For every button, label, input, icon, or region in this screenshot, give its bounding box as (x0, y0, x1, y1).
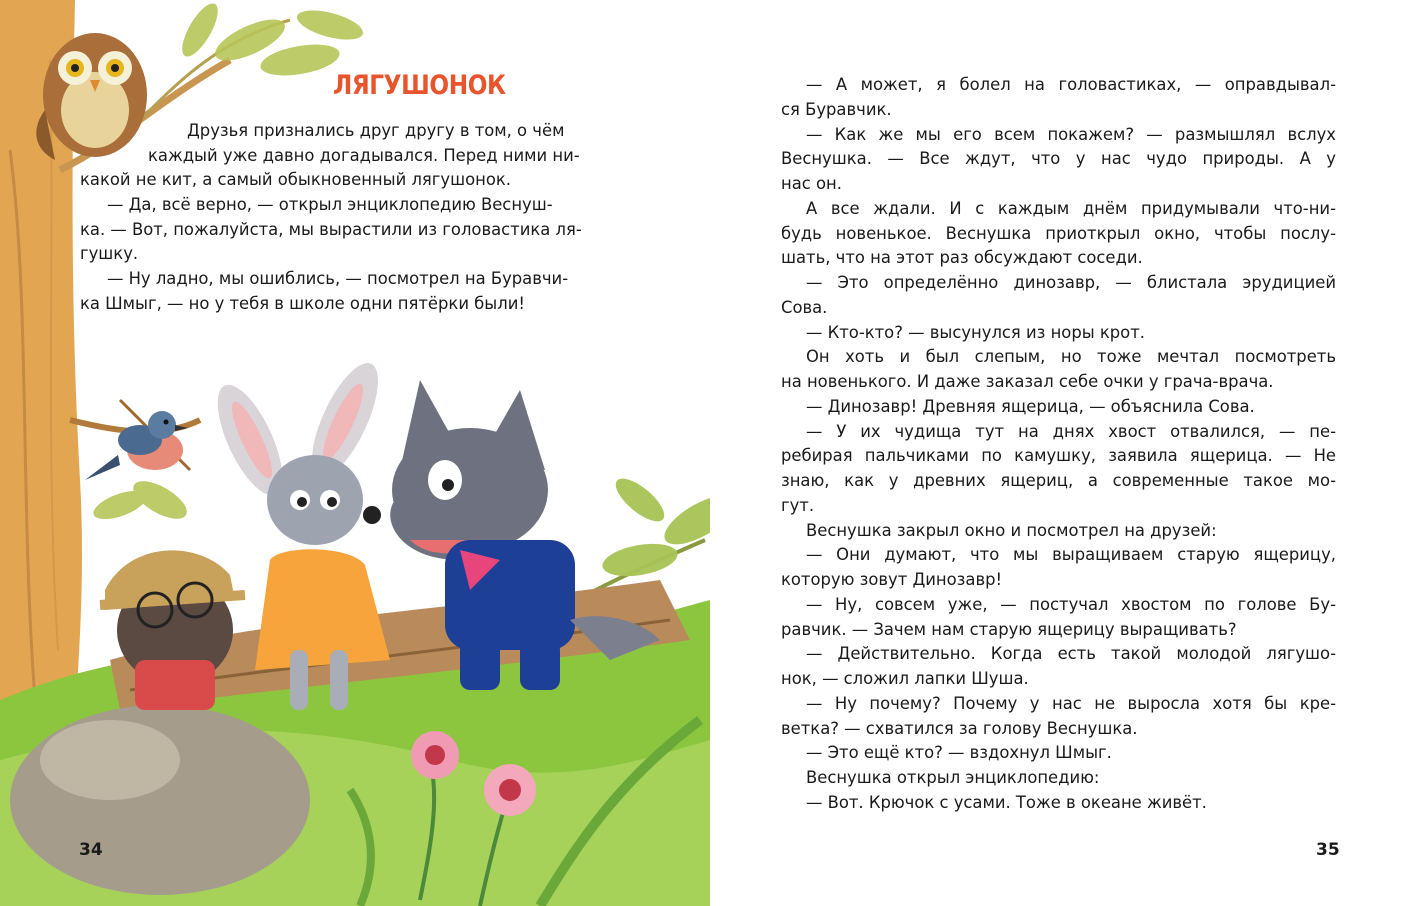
text-line: — Они думают, что мы выращиваем старую ящерицу, (806, 545, 1336, 565)
text-line: знаю, как у древних ящериц, а современные такое мо- (781, 471, 1336, 490)
text-line: — Да, всё верно, — открыл энциклопедию Веснуш- (107, 195, 553, 214)
text-line: ребирая пальчиками по камушку, заявила ящерица. — Не (781, 446, 1336, 466)
text-line: — А может, я болел на головастиках, — оправдывал- (806, 75, 1336, 94)
text-line: какой не кит, а самый обыкновенный лягушонок. (80, 170, 511, 189)
bird-figure (85, 411, 188, 480)
text-line: А все ждали. И с каждым днём придумывали что-ни- (806, 198, 1336, 218)
page-number-right: 35 (1316, 840, 1340, 860)
text-line: будь новенькое. Веснушка приоткрыл окно, чтобы послу- (781, 223, 1336, 243)
text-line: — Кто-кто? — высунулся из норы крот. (806, 322, 1145, 342)
text-line: ка Шмыг, — но у тебя в школе одни пятёрки были! (80, 294, 525, 313)
text-line: — Это ещё кто? — вздохнул Шмыг. (806, 743, 1112, 763)
text-line: шать, что на этот раз обсуждают соседи. (781, 248, 1143, 268)
text-line: на новенького. И даже заказал себе очки у грача-врача. (781, 372, 1274, 391)
page-number-left: 34 (79, 840, 103, 860)
text-line: нок, — сложил лапки Шуша. (781, 669, 1029, 688)
text-line: — Ну ладно, мы ошиблись, — посмотрел на Буравчи- (107, 269, 569, 288)
text-line: — Ну, совсем уже, — постучал хвостом по голове Бу- (806, 594, 1336, 614)
text-line: — Действительно. Когда есть такой молодой лягушо- (806, 644, 1336, 664)
text-line: гут. (781, 495, 815, 515)
text-line: — Это определённо динозавр, — блистала эрудицией (806, 273, 1336, 292)
text-line: Сова. (781, 297, 828, 317)
text-line: равчик. — Зачем нам старую ящерицу выращивать? (781, 619, 1237, 639)
text-line: каждый уже давно догадывался. Перед ними ни- (148, 146, 580, 165)
text-line: — Динозавр! Древняя ящерица, — объяснила Сова. (806, 396, 1255, 416)
text-line: ка. — Вот, пожалуйста, мы вырастили из головастика ля- (80, 220, 582, 239)
text-line: Веснушка закрыл окно и посмотрел на друзей: (806, 520, 1217, 540)
text-line: Он хоть и был слепым, но тоже мечтал посмотреть (806, 347, 1336, 367)
text-line: гушку. (80, 244, 139, 263)
text-line: ся Буравчик. (781, 99, 892, 119)
text-line: — У их чудища тут на днях хвост отвалился, — пе- (806, 421, 1336, 441)
text-line: Друзья признались друг другу в том, о чём (187, 121, 565, 140)
text-line: — Вот. Крючок с усами. Тоже в океане живёт. (806, 792, 1207, 812)
text-line: — Ну почему? Почему у нас не выросла хотя бы кре- (806, 693, 1336, 713)
chapter-title: ЛЯГУШОНОК (333, 70, 506, 101)
text-line: которую зовут Динозавр! (781, 570, 1003, 589)
text-line: Веснушка открыл энциклопедию: (806, 768, 1100, 787)
text-line: Веснушка. — Все ждут, что у нас чудо природы. А у (781, 149, 1336, 169)
text-line: — Как же мы его всем покажем? — размышлял вслух (806, 124, 1336, 144)
text-line: нас он. (781, 174, 842, 193)
text-line: ветка? — схватился за голову Веснушка. (781, 718, 1138, 738)
